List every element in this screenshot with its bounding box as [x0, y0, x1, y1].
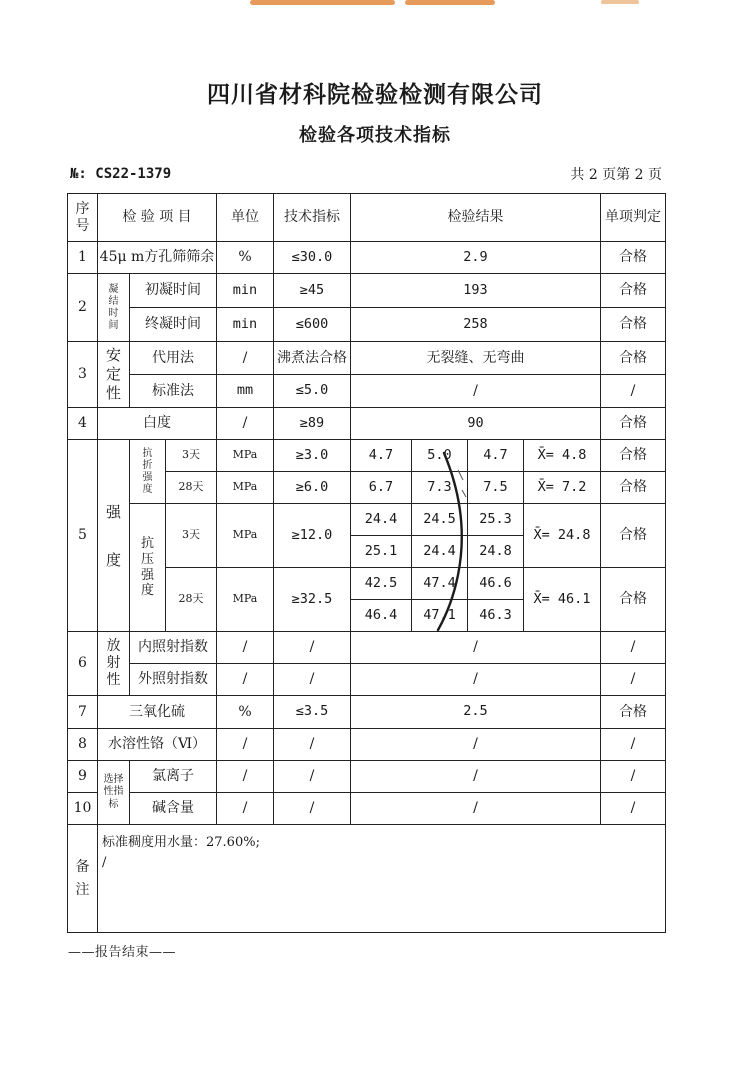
- spec-cell: /: [274, 664, 351, 696]
- age-cell: 3天: [166, 504, 217, 568]
- value-cell: 6.7: [351, 472, 412, 504]
- row-number: 10: [68, 793, 98, 825]
- spec-cell: 沸煮法合格: [274, 342, 351, 375]
- judge-cell: 合格: [601, 308, 666, 342]
- judge-cell: /: [601, 729, 666, 761]
- unit-cell: %: [217, 242, 274, 274]
- result-cell: 2.5: [351, 696, 601, 729]
- age-cell: 3天: [166, 440, 217, 472]
- judge-cell: 合格: [601, 408, 666, 440]
- table-row: [68, 408, 666, 440]
- item-name: 外照射指数: [130, 664, 217, 696]
- average-cell: X̄= 24.8: [524, 504, 601, 568]
- result-cell: 193: [351, 274, 601, 308]
- judge-cell: 合格: [601, 504, 666, 568]
- row-number: 2: [68, 274, 98, 342]
- row-number: 9: [68, 761, 98, 793]
- spec-cell: ≥32.5: [274, 568, 351, 632]
- item-name: 初凝时间: [130, 274, 217, 308]
- table-row: [68, 308, 666, 342]
- value-cell: 47.4: [412, 568, 468, 600]
- table-row: [68, 761, 666, 793]
- unit-cell: min: [217, 308, 274, 342]
- spec-cell: ≥45: [274, 274, 351, 308]
- unit-cell: /: [217, 342, 274, 375]
- table-row: [68, 342, 666, 375]
- result-cell: /: [351, 375, 601, 408]
- table-row: [68, 274, 666, 308]
- value-cell: 25.1: [351, 536, 412, 568]
- unit-cell: %: [217, 696, 274, 729]
- result-cell: /: [351, 729, 601, 761]
- remarks-line-1: 标准稠度用水量：27.60%;: [102, 835, 260, 850]
- unit-cell: mm: [217, 375, 274, 408]
- table-row: [68, 696, 666, 729]
- age-cell: 28天: [166, 472, 217, 504]
- table-row: [68, 632, 666, 664]
- table-header-row: [68, 194, 666, 242]
- spec-cell: ≥3.0: [274, 440, 351, 472]
- row-number: 7: [68, 696, 98, 729]
- remarks-line-2: /: [102, 854, 107, 870]
- unit-cell: min: [217, 274, 274, 308]
- unit-cell: /: [217, 664, 274, 696]
- value-cell: 7.5: [468, 472, 524, 504]
- item-name: 45μ m方孔筛筛余: [98, 242, 217, 274]
- result-cell: 90: [351, 408, 601, 440]
- result-cell: 2.9: [351, 242, 601, 274]
- spec-cell: ≥89: [274, 408, 351, 440]
- table-row: [68, 729, 666, 761]
- value-cell: 46.4: [351, 600, 412, 632]
- judge-cell: 合格: [601, 696, 666, 729]
- unit-cell: /: [217, 793, 274, 825]
- spec-cell: ≤3.5: [274, 696, 351, 729]
- row-number: 5: [68, 440, 98, 632]
- value-cell: 4.7: [351, 440, 412, 472]
- unit-cell: /: [217, 632, 274, 664]
- value-cell: 42.5: [351, 568, 412, 600]
- spec-cell: ≤30.0: [274, 242, 351, 274]
- spec-cell: ≥12.0: [274, 504, 351, 568]
- unit-cell: /: [217, 408, 274, 440]
- group-label: 强度: [98, 440, 130, 632]
- value-cell: 24.4: [351, 504, 412, 536]
- header-item: 检 验 项 目: [98, 194, 217, 242]
- table-row: [68, 440, 666, 472]
- judge-cell: 合格: [601, 274, 666, 308]
- judge-cell: /: [601, 761, 666, 793]
- remarks-content: [98, 825, 666, 933]
- item-name: 三氧化硫: [98, 696, 217, 729]
- remarks-row: [68, 825, 666, 933]
- remarks-label: 备注: [68, 825, 98, 933]
- result-cell: 无裂缝、无弯曲: [351, 342, 601, 375]
- result-cell: 258: [351, 308, 601, 342]
- table-row: [68, 375, 666, 408]
- value-cell: 24.8: [468, 536, 524, 568]
- item-name: 水溶性铬（Ⅵ）: [98, 729, 217, 761]
- header-unit: 单位: [217, 194, 274, 242]
- unit-cell: MPa: [217, 472, 274, 504]
- value-cell: 4.7: [468, 440, 524, 472]
- document-title: 检验各项技术指标: [299, 125, 451, 146]
- table-row: [68, 664, 666, 696]
- row-number: 3: [68, 342, 98, 408]
- unit-cell: MPa: [217, 504, 274, 568]
- value-cell: 24.4: [412, 536, 468, 568]
- unit-cell: MPa: [217, 440, 274, 472]
- sub-group-label: 抗压强度: [130, 504, 166, 632]
- row-number: 4: [68, 408, 98, 440]
- item-name: 碱含量: [130, 793, 217, 825]
- item-name: 内照射指数: [130, 632, 217, 664]
- value-cell: 46.3: [468, 600, 524, 632]
- spec-cell: /: [274, 632, 351, 664]
- average-cell: X̄= 46.1: [524, 568, 601, 632]
- average-cell: X̄= 4.8: [524, 440, 601, 472]
- judge-cell: 合格: [601, 342, 666, 375]
- value-cell: 5.0: [412, 440, 468, 472]
- row-number: 8: [68, 729, 98, 761]
- judge-cell: /: [601, 664, 666, 696]
- item-name: 标准法: [130, 375, 217, 408]
- spec-cell: ≤5.0: [274, 375, 351, 408]
- unit-cell: /: [217, 729, 274, 761]
- judge-cell: 合格: [601, 568, 666, 632]
- value-cell: 46.6: [468, 568, 524, 600]
- table-row: [68, 793, 666, 825]
- result-cell: /: [351, 761, 601, 793]
- result-cell: /: [351, 632, 601, 664]
- result-cell: /: [351, 664, 601, 696]
- scan-artifact: [0, 0, 750, 8]
- table-row: [68, 504, 666, 536]
- group-label: 放射性: [98, 632, 130, 696]
- unit-cell: /: [217, 761, 274, 793]
- unit-cell: MPa: [217, 568, 274, 632]
- page-info: 共 2 页第 2 页: [570, 167, 662, 183]
- header-spec: 技术指标: [274, 194, 351, 242]
- row-number: 6: [68, 632, 98, 696]
- item-name: 终凝时间: [130, 308, 217, 342]
- value-cell: 24.5: [412, 504, 468, 536]
- header-seq: 序号: [68, 194, 98, 242]
- group-label: 安定性: [98, 342, 130, 408]
- judge-cell: 合格: [601, 472, 666, 504]
- average-cell: X̄= 7.2: [524, 472, 601, 504]
- value-cell: 47.1: [412, 600, 468, 632]
- group-label: 凝结时间: [98, 274, 130, 342]
- row-number: 1: [68, 242, 98, 274]
- company-name: 四川省材科院检验检测有限公司: [207, 82, 543, 108]
- judge-cell: 合格: [601, 440, 666, 472]
- spec-cell: ≥6.0: [274, 472, 351, 504]
- item-name: 氯离子: [130, 761, 217, 793]
- result-cell: /: [351, 793, 601, 825]
- item-name: 白度: [98, 408, 217, 440]
- inspection-table: [67, 193, 666, 933]
- judge-cell: /: [601, 375, 666, 408]
- judge-cell: 合格: [601, 242, 666, 274]
- header-result: 检验结果: [351, 194, 601, 242]
- value-cell: 25.3: [468, 504, 524, 536]
- item-name: 代用法: [130, 342, 217, 375]
- spec-cell: /: [274, 729, 351, 761]
- judge-cell: /: [601, 632, 666, 664]
- report-end: ——报告结束——: [68, 945, 177, 960]
- value-cell: 7.3: [412, 472, 468, 504]
- table-row: [68, 242, 666, 274]
- header-judge: 单项判定: [601, 194, 666, 242]
- sub-group-label: 抗折强度: [130, 440, 166, 504]
- spec-cell: ≤600: [274, 308, 351, 342]
- report-number: №: CS22-1379: [70, 166, 172, 182]
- judge-cell: /: [601, 793, 666, 825]
- spec-cell: /: [274, 761, 351, 793]
- spec-cell: /: [274, 793, 351, 825]
- age-cell: 28天: [166, 568, 217, 632]
- group-label: 选择性指标: [98, 761, 130, 825]
